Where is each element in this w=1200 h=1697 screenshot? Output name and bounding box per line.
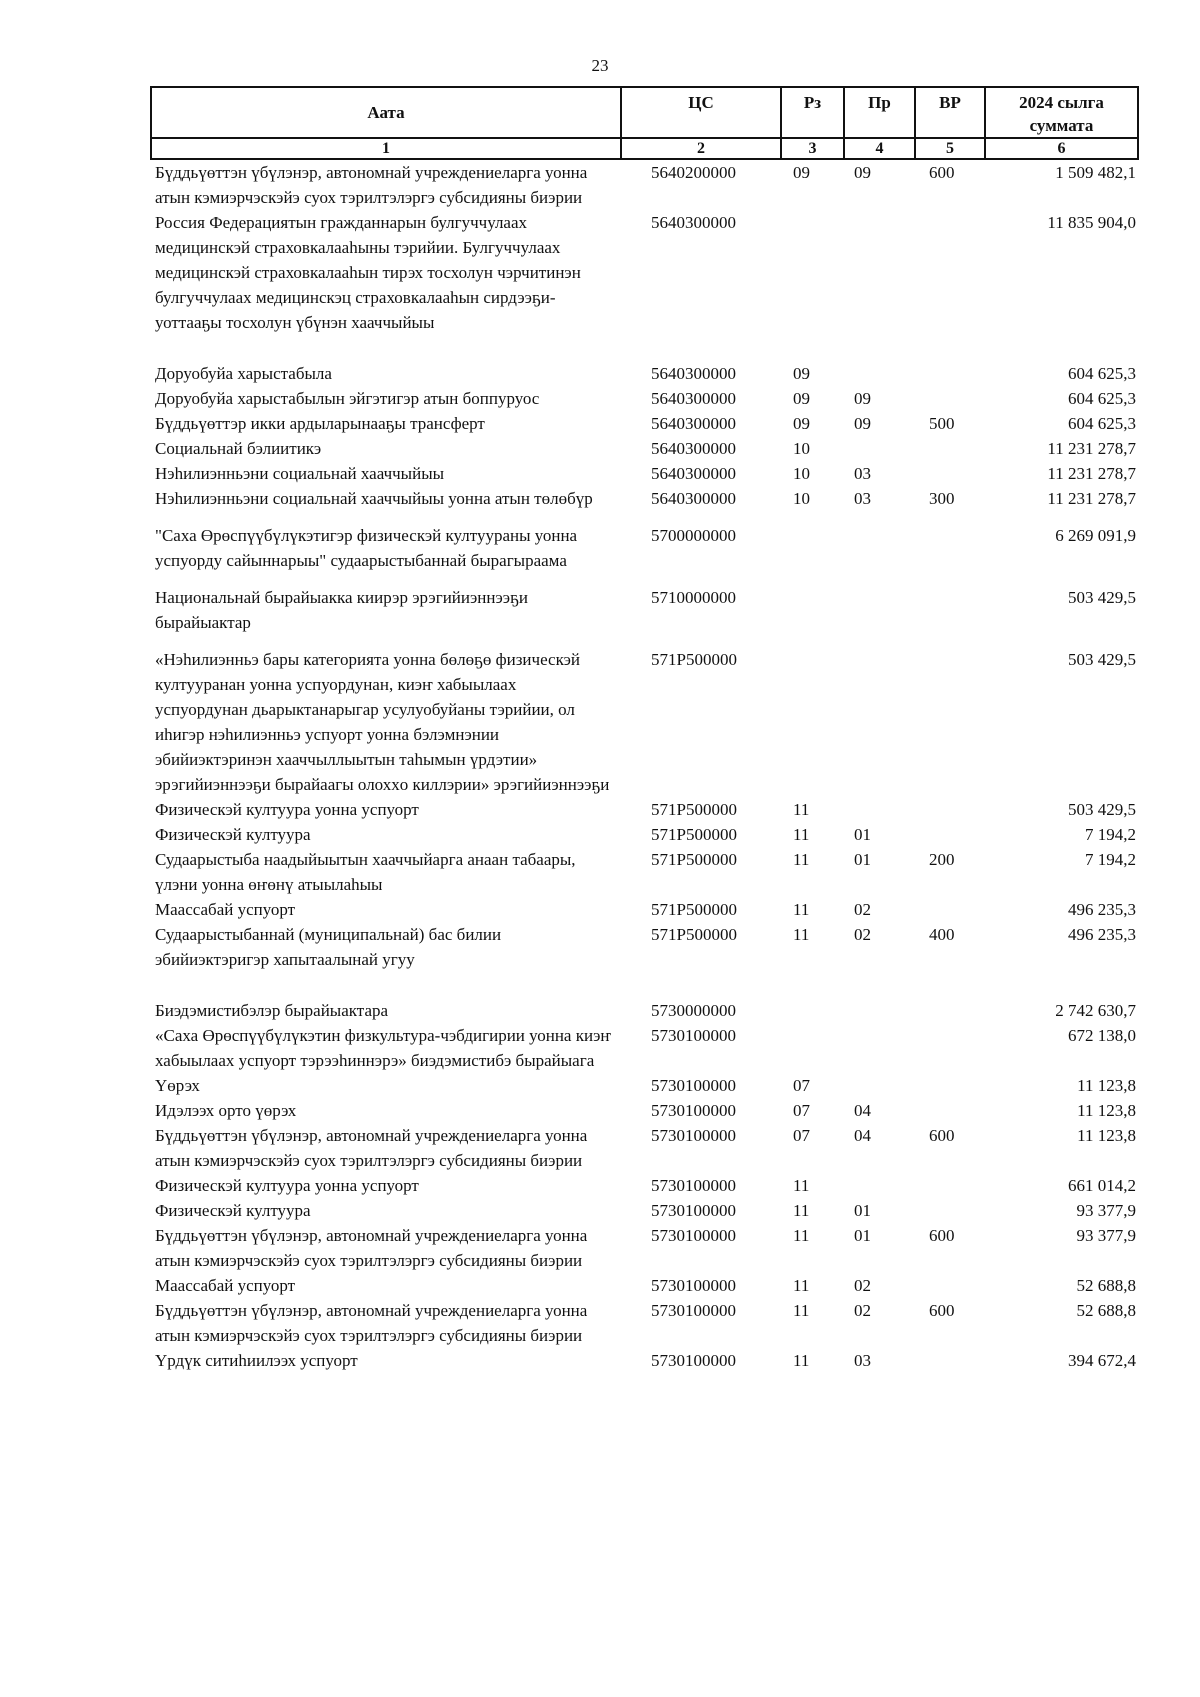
cell-vr: 300	[929, 489, 955, 508]
cell-vr	[915, 573, 985, 635]
cell-vr	[915, 1073, 985, 1098]
cell-vr: 400	[929, 925, 955, 944]
cell-pr	[844, 511, 915, 573]
cell-pr: 03	[854, 1351, 871, 1370]
page-number: 23	[591, 56, 609, 75]
cell-cs: 5730100000	[651, 1126, 736, 1145]
cell-vr	[915, 1173, 985, 1198]
cell-sum: 6 269 091,9	[1055, 526, 1136, 545]
cell-rz: 11	[793, 1276, 810, 1295]
cell-rz: 10	[793, 489, 810, 508]
cell-rz	[781, 511, 844, 573]
cell-name: Россия Федерациятын гражданнарын булгуччулаах медицинскэй страховкалааһыны тэрийии. Булгуччулаах медицинскэй страховкалааһын тирэх тосхолун чэрчитинэн булгуччулаах медицинскэц страховкалааһын сирдээҕи-уоттааҕы тосхолун үбүнэн хааччыйыы	[155, 213, 581, 332]
cell-rz	[781, 1023, 844, 1073]
cell-vr	[915, 897, 985, 922]
cell-sum: 496 235,3	[1068, 900, 1136, 919]
table-row	[151, 797, 1138, 822]
table-row	[151, 1273, 1138, 1298]
cell-vr	[915, 461, 985, 486]
cell-rz: 11	[793, 825, 810, 844]
table-row	[151, 159, 1138, 210]
cell-pr	[844, 573, 915, 635]
cell-name: Социальнай бэлиитикэ	[155, 439, 322, 458]
cell-pr: 03	[854, 489, 871, 508]
table-row	[151, 922, 1138, 972]
cell-sum: 503 429,5	[1068, 588, 1136, 607]
table-row	[151, 573, 1138, 635]
cell-pr: 02	[854, 1276, 871, 1295]
cell-cs: 5640200000	[651, 163, 736, 182]
cell-vr	[915, 822, 985, 847]
cell-pr: 09	[854, 389, 871, 408]
cell-sum: 604 625,3	[1068, 364, 1136, 383]
cell-vr	[915, 436, 985, 461]
column-number-row	[151, 138, 1138, 159]
cell-name: Бүддьүөттэр икки ардыларынааҕы трансферт	[155, 414, 485, 433]
cell-sum: 496 235,3	[1068, 925, 1136, 944]
cell-pr	[844, 797, 915, 822]
cell-vr	[915, 210, 985, 335]
cell-cs: 5730100000	[651, 1026, 736, 1045]
cell-cs: 5640300000	[651, 439, 736, 458]
cell-rz: 11	[793, 1301, 810, 1320]
cell-name: Нэһилиэнньэни социальнай хааччыйыы	[155, 464, 445, 483]
column-number: 6	[985, 138, 1138, 159]
cell-sum: 2 742 630,7	[1055, 1001, 1136, 1020]
cell-name: Физическэй култуура уонна успуорт	[155, 800, 419, 819]
table-row	[151, 1098, 1138, 1123]
cell-cs: 5640300000	[651, 489, 736, 508]
header-rz: Рз	[781, 87, 844, 138]
cell-pr: 01	[854, 850, 871, 869]
cell-rz: 11	[793, 1201, 810, 1220]
column-number: 5	[915, 138, 985, 159]
cell-cs: 5640300000	[651, 389, 736, 408]
cell-sum: 394 672,4	[1068, 1351, 1136, 1370]
cell-pr: 01	[854, 1226, 871, 1245]
cell-cs: 5730100000	[651, 1201, 736, 1220]
cell-vr: 600	[929, 1301, 955, 1320]
cell-pr: 04	[854, 1101, 871, 1120]
cell-pr: 02	[854, 900, 871, 919]
cell-pr: 09	[854, 163, 871, 182]
table-row	[151, 847, 1138, 897]
cell-rz: 07	[793, 1126, 810, 1145]
table-row	[151, 1298, 1138, 1348]
cell-rz: 11	[793, 1351, 810, 1370]
table-row	[151, 635, 1138, 797]
cell-pr: 02	[854, 925, 871, 944]
header-sum: 2024 сылга суммата	[985, 87, 1138, 138]
table-row	[151, 972, 1138, 1023]
cell-pr	[844, 335, 915, 386]
cell-rz	[781, 573, 844, 635]
cell-name: Бүддьүөттэн үбүлэнэр, автономнай учреждениеларга уонна атын кэмиэрчэскэйэ суох тэрилтэлэргэ субсидияны биэрии	[155, 1226, 588, 1270]
cell-sum: 7 194,2	[1085, 850, 1136, 869]
cell-pr	[844, 210, 915, 335]
header-pr: Пр	[844, 87, 915, 138]
cell-rz: 11	[793, 925, 810, 944]
cell-vr	[915, 386, 985, 411]
cell-sum: 1 509 482,1	[1055, 163, 1136, 182]
cell-cs: 5640300000	[651, 464, 736, 483]
table-row	[151, 511, 1138, 573]
cell-pr: 02	[854, 1301, 871, 1320]
cell-cs: 5730100000	[651, 1101, 736, 1120]
cell-name: Бүддьүөттэн үбүлэнэр, автономнай учреждениеларга уонна атын кэмиэрчэскэйэ суох тэрилтэлэргэ субсидияны биэрии	[155, 163, 588, 207]
cell-name: Судаарыстыба наадыйыытын хааччыйарга анаан табаары, үлэни уонна өҥөнү атыылаһыы	[155, 850, 576, 894]
cell-rz: 10	[793, 439, 810, 458]
column-number: 1	[151, 138, 621, 159]
cell-cs: 5640300000	[651, 213, 736, 232]
cell-pr: 01	[854, 1201, 871, 1220]
cell-cs: 5730100000	[651, 1301, 736, 1320]
cell-sum: 503 429,5	[1068, 800, 1136, 819]
cell-name: Биэдэмистибэлэр бырайыактара	[155, 1001, 389, 1020]
cell-vr: 600	[929, 163, 955, 182]
cell-vr: 500	[929, 414, 955, 433]
cell-name: Бүддьүөттэн үбүлэнэр, автономнай учреждениеларга уонна атын кэмиэрчэскэйэ суох тэрилтэлэргэ субсидияны биэрии	[155, 1126, 588, 1170]
table-row	[151, 897, 1138, 922]
cell-rz: 09	[793, 364, 810, 383]
cell-vr	[915, 635, 985, 797]
cell-name: Национальнай бырайыакка киирэр эрэгийиэннээҕи бырайыактар	[155, 588, 528, 632]
table-row	[151, 486, 1138, 511]
cell-name: Судаарыстыбаннай (муниципальнай) бас билии эбийиэктэригэр хапытаалынай угуу	[155, 925, 502, 969]
cell-pr	[844, 635, 915, 797]
cell-name: "Саха Өрөспүүбүлүкэтигэр физическэй култуураны уонна успуорду сайыннарыы" судаарыстыбаннай бырагыраама	[155, 526, 578, 570]
cell-name: Физическэй култуура	[155, 825, 311, 844]
cell-name: «Саха Өрөспүүбүлүкэтин физкультура-чэбдигирии уонна киэҥ хабыылаах успуорт тэрээһиннэрэ» биэдэмистибэ бырайыага	[155, 1026, 611, 1070]
cell-name: «Нэһилиэнньэ бары категорията уонна бөлөҕө физическэй култууранан уонна успуордунан, киэҥ хабыылаах успуордунан дьарыктанарыгар усулуобуйаны тэрийии, ол иһигэр нэһилиэнньэ успуорт уонна бэлэмнэнии эбийиэктэринэн хааччыллыытын таһымын үрдэтии» эрэгийиэннээҕи бырайаагы олохxо киллэрии» эрэгийиэннээҕи	[155, 650, 610, 794]
cell-cs: 571Р500000	[651, 800, 737, 819]
cell-sum: 604 625,3	[1068, 414, 1136, 433]
cell-sum: 7 194,2	[1085, 825, 1136, 844]
cell-sum: 604 625,3	[1068, 389, 1136, 408]
cell-pr	[844, 1073, 915, 1098]
cell-sum: 672 138,0	[1068, 1026, 1136, 1045]
budget-table	[150, 86, 1139, 1373]
cell-pr: 09	[854, 414, 871, 433]
header-vr: ВР	[915, 87, 985, 138]
cell-pr: 04	[854, 1126, 871, 1145]
cell-name: Нэһилиэнньэни социальнай хааччыйыы уонна атын төлөбүр	[155, 489, 593, 508]
cell-sum: 11 123,8	[1077, 1101, 1136, 1120]
cell-cs: 571Р500000	[651, 825, 737, 844]
table-row	[151, 1173, 1138, 1198]
table-row	[151, 461, 1138, 486]
cell-cs: 5730100000	[651, 1176, 736, 1195]
cell-name: Идэлээх орто үөрэх	[155, 1101, 297, 1120]
column-number: 2	[621, 138, 781, 159]
cell-name: Маассабай успуорт	[155, 1276, 296, 1295]
table-row	[151, 386, 1138, 411]
cell-name: Доруобуйа харыстабылын эйгэтигэр атын боппуруос	[155, 389, 540, 408]
cell-rz: 09	[793, 414, 810, 433]
cell-name: Үрдүк ситиһиилээх успуорт	[155, 1351, 358, 1370]
table-row	[151, 436, 1138, 461]
table-header-row	[151, 87, 1138, 138]
table-row	[151, 1023, 1138, 1073]
cell-rz: 11	[793, 900, 810, 919]
header-cs: ЦС	[621, 87, 781, 138]
cell-sum: 93 377,9	[1076, 1226, 1136, 1245]
cell-rz: 11	[793, 1176, 810, 1195]
cell-cs: 5640300000	[651, 414, 736, 433]
table-row	[151, 1073, 1138, 1098]
cell-rz	[781, 635, 844, 797]
cell-rz: 11	[793, 1226, 810, 1245]
cell-sum: 52 688,8	[1076, 1301, 1136, 1320]
cell-sum: 93 377,9	[1076, 1201, 1136, 1220]
cell-cs: 5640300000	[651, 364, 736, 383]
cell-cs: 571Р500000	[651, 900, 737, 919]
cell-cs: 5730100000	[651, 1226, 736, 1245]
cell-name: Үөрэх	[155, 1076, 200, 1095]
cell-cs: 5730100000	[651, 1276, 736, 1295]
cell-pr	[844, 972, 915, 1023]
cell-vr: 600	[929, 1226, 955, 1245]
cell-rz	[781, 210, 844, 335]
cell-vr	[915, 1023, 985, 1073]
cell-name: Физическэй култуура	[155, 1201, 311, 1220]
table-row	[151, 822, 1138, 847]
cell-sum: 11 123,8	[1077, 1126, 1136, 1145]
cell-sum: 11 835 904,0	[1047, 213, 1136, 232]
cell-pr: 01	[854, 825, 871, 844]
cell-pr	[844, 1173, 915, 1198]
cell-cs: 571Р500000	[651, 925, 737, 944]
cell-vr	[915, 511, 985, 573]
cell-vr	[915, 797, 985, 822]
cell-rz: 09	[793, 389, 810, 408]
table-row	[151, 411, 1138, 436]
cell-cs: 5730100000	[651, 1351, 736, 1370]
cell-rz: 07	[793, 1076, 810, 1095]
cell-cs: 5730000000	[651, 1001, 736, 1020]
table-row	[151, 1348, 1138, 1373]
cell-cs: 5700000000	[651, 526, 736, 545]
cell-cs: 5730100000	[651, 1076, 736, 1095]
cell-vr	[915, 972, 985, 1023]
cell-rz: 07	[793, 1101, 810, 1120]
column-number: 3	[781, 138, 844, 159]
table-row	[151, 1198, 1138, 1223]
cell-sum: 11 123,8	[1077, 1076, 1136, 1095]
cell-vr: 200	[929, 850, 955, 869]
cell-vr	[915, 1348, 985, 1373]
cell-vr	[915, 1273, 985, 1298]
table-row	[151, 210, 1138, 335]
cell-rz: 11	[793, 800, 810, 819]
column-number: 4	[844, 138, 915, 159]
cell-sum: 503 429,5	[1068, 650, 1136, 669]
cell-sum: 52 688,8	[1076, 1276, 1136, 1295]
table-row	[151, 335, 1138, 386]
header-name: Аата	[151, 87, 621, 138]
cell-rz: 09	[793, 163, 810, 182]
cell-vr	[915, 1098, 985, 1123]
cell-cs: 5710000000	[651, 588, 736, 607]
cell-sum: 661 014,2	[1068, 1176, 1136, 1195]
cell-sum: 11 231 278,7	[1047, 439, 1136, 458]
cell-pr: 03	[854, 464, 871, 483]
cell-rz	[781, 972, 844, 1023]
cell-vr	[915, 1198, 985, 1223]
cell-pr	[844, 1023, 915, 1073]
cell-sum: 11 231 278,7	[1047, 464, 1136, 483]
cell-rz: 10	[793, 464, 810, 483]
cell-name: Физическэй култуура уонна успуорт	[155, 1176, 419, 1195]
cell-sum: 11 231 278,7	[1047, 489, 1136, 508]
cell-cs: 571Р500000	[651, 850, 737, 869]
cell-cs: 571Р500000	[651, 650, 737, 669]
cell-vr: 600	[929, 1126, 955, 1145]
cell-name: Доруобуйа харыстабыла	[155, 364, 332, 383]
cell-rz: 11	[793, 850, 810, 869]
table-row	[151, 1123, 1138, 1173]
cell-vr	[915, 335, 985, 386]
cell-pr	[844, 436, 915, 461]
cell-name: Бүддьүөттэн үбүлэнэр, автономнай учреждениеларга уонна атын кэмиэрчэскэйэ суох тэрилтэлэргэ субсидияны биэрии	[155, 1301, 588, 1345]
cell-name: Маассабай успуорт	[155, 900, 296, 919]
table-row	[151, 1223, 1138, 1273]
